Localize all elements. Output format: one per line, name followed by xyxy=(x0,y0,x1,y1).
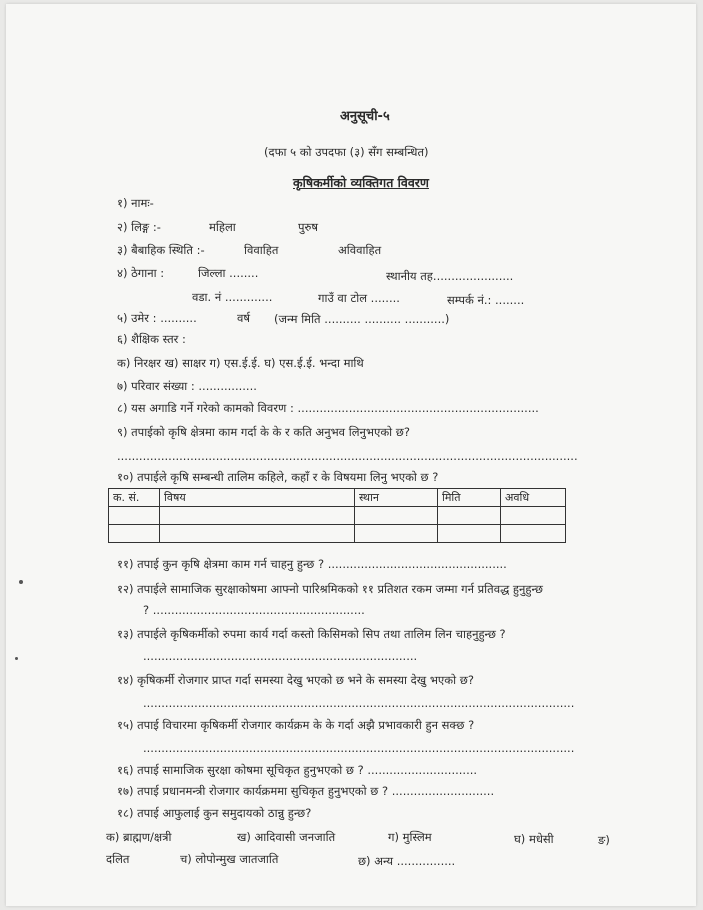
field-ward-no: वडा. नं ............. xyxy=(192,290,273,304)
table-cell xyxy=(355,507,438,525)
field-birth-date: (जन्म मिति .......... .......... ...........) xyxy=(274,312,450,326)
field-previous-work: ८) यस अगाडि गर्ने गरेको कामको विवरण : .................................................................. xyxy=(117,401,539,415)
question-social-security-contribution: १२) तपाईले सामाजिक सुरक्षाकोषमा आफ्नो पारिश्रमिकको ११ प्रतिशत रकम जम्मा गर्न प्रतिवद्ध हुनुहुन्छ xyxy=(117,582,543,596)
question-preferred-sector: ११) तपाई कुन कृषि क्षेत्रमा काम गर्न चाहनु हुन्छ ? ................................................. xyxy=(117,557,507,571)
question-experience: ९) तपाईको कृषि क्षेत्रमा काम गर्दा के के र कति अनुभव लिनुभएको छ? xyxy=(117,425,410,439)
label-years: वर्ष xyxy=(237,311,251,325)
option-married: विवाहित xyxy=(244,243,279,257)
question-program-effectiveness: १५) तपाई विचारमा कृषिकर्मी रोजगार कार्यक्रम के के गर्दा अझै प्रभावकारी हुन सक्छ ? xyxy=(117,718,475,732)
field-education-level: ६) शैक्षिक स्तर : xyxy=(117,332,186,346)
community-option-madhesi: घ) मधेसी xyxy=(514,832,554,846)
table-cell xyxy=(160,507,355,525)
community-option-muslim: ग) मुस्लिम xyxy=(388,830,432,844)
field-age: ५) उमेर : .......... xyxy=(117,311,197,325)
table-cell xyxy=(109,507,160,525)
community-option-other: छ) अन्य ................ xyxy=(358,854,456,868)
field-marital-status: ३) बैबाहिक स्थिति :- xyxy=(117,243,205,257)
table-cell xyxy=(438,525,501,543)
field-address: ४) ठेगाना : xyxy=(117,266,165,280)
table-cell xyxy=(501,525,566,543)
table-header-sn: क. सं. xyxy=(109,489,160,507)
table-header-date: मिति xyxy=(438,489,501,507)
table-cell xyxy=(438,507,501,525)
answer-line-effectiveness: ...................................................................................................................... xyxy=(143,741,575,755)
document-subtitle: (दफा ५ को उपदफा (३) सँग सम्बन्धित) xyxy=(264,145,429,159)
question-training: १०) तपाईले कृषि सम्बन्धी तालिम कहिले, कहाँ र के विषयमा लिनु भएको छ ? xyxy=(117,470,439,484)
answer-line-skill: ........................................................................... xyxy=(143,649,418,663)
table-cell xyxy=(160,525,355,543)
section-heading: कृषिकर्मीको व्यक्तिगत विवरण xyxy=(293,175,429,190)
answer-line-experience: .............................................................................................................................. xyxy=(117,449,578,463)
field-village-tole: गाउँ वा टोल ........ xyxy=(318,291,400,305)
table-header-place: स्थान xyxy=(355,489,438,507)
question-community: १८) तपाई आफुलाई कुन समुदायको ठान्नु हुन्छ? xyxy=(117,806,312,820)
education-options: क) निरक्षर ख) साक्षर ग) एस.ई.ई. घ) एस.ई.ई. भन्दा माथि xyxy=(117,356,364,370)
community-option-indigenous: ख) आदिवासी जनजाति xyxy=(237,830,336,844)
table-row xyxy=(109,525,566,543)
document-title: अनुसूची-५ xyxy=(340,109,390,124)
field-local-level: स्थानीय तह...................... xyxy=(386,269,514,283)
question-ssf-enrolled: १६) तपाई सामाजिक सुरक्षा कोषमा सूचिकृत हुनुभएको छ ? .............................. xyxy=(117,763,478,777)
option-unmarried: अविवाहित xyxy=(338,243,382,257)
table-header-row xyxy=(109,489,566,507)
table-row xyxy=(109,507,566,525)
community-option-brahmin-chhetri: क) ब्राह्मण/क्षत्री xyxy=(106,830,172,844)
answer-line-contribution: ? .......................................................... xyxy=(143,603,365,617)
scan-speck xyxy=(19,580,23,584)
table-cell xyxy=(501,507,566,525)
table-header-duration: अवधि xyxy=(501,489,566,507)
answer-line-problems: ...................................................................................................................... xyxy=(143,696,575,710)
field-name: १) नामः- xyxy=(117,196,154,210)
community-option-nga: ङ) xyxy=(598,833,610,847)
training-table xyxy=(108,488,566,543)
question-skill-training: १३) तपाईले कृषिकर्मीको रुपमा कार्य गर्दा कस्तो किसिमको सिप तथा तालिम लिन चाहनुहुन्छ ? xyxy=(117,627,506,641)
question-pm-program-enrolled: १७) तपाई प्रधानमन्त्री रोजगार कार्यक्रममा सुचिकृत हुनुभएको छ ? ............................ xyxy=(117,784,495,798)
field-contact-no: सम्पर्क नं.: ........ xyxy=(447,293,525,307)
community-option-dalit: दलित xyxy=(106,852,130,866)
field-gender: २) लिङ्ग :- xyxy=(117,220,161,234)
option-male: पुरुष xyxy=(298,220,319,234)
question-employment-problems: १४) कृषिकर्मी रोजगार प्राप्त गर्दा समस्या देखु भएको छ भने के समस्या देखु भएको छ? xyxy=(117,673,474,687)
scan-speck xyxy=(15,657,18,660)
field-district: जिल्ला ........ xyxy=(198,266,259,280)
community-option-endangered: च) लोपोन्मुख जातजाति xyxy=(180,852,279,866)
table-cell xyxy=(109,525,160,543)
document-page xyxy=(6,4,696,906)
table-cell xyxy=(355,525,438,543)
field-family-size: ७) परिवार संख्या : ................ xyxy=(117,379,257,393)
table-header-subject: विषय xyxy=(160,489,355,507)
option-female: महिला xyxy=(209,220,236,234)
